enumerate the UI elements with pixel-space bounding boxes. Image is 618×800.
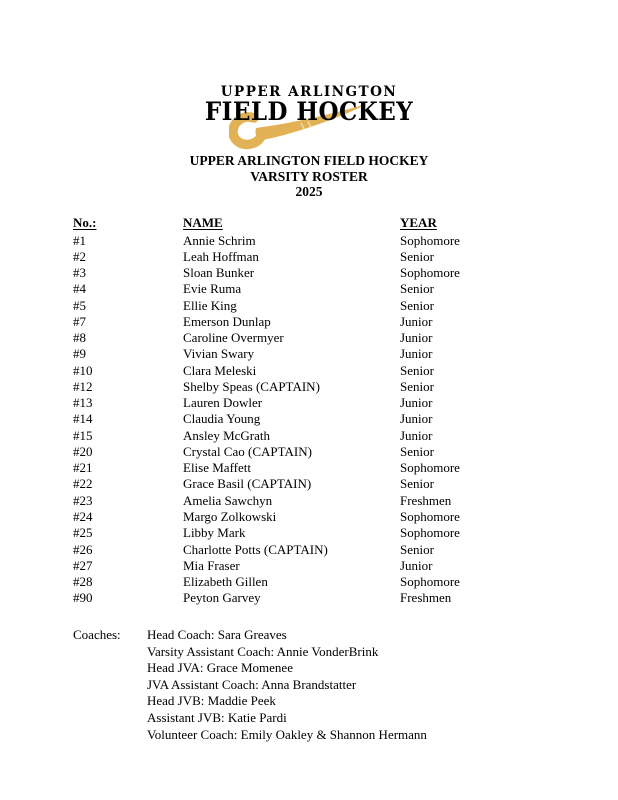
table-row — [0, 233, 618, 249]
player-year: Senior — [400, 248, 434, 264]
coach-line: Head JVA: Grace Momenee — [147, 660, 293, 676]
player-name: Grace Basil (CAPTAIN) — [183, 476, 312, 492]
title-line1: UPPER ARLINGTON FIELD HOCKEY — [189, 153, 429, 168]
roster-table — [0, 215, 618, 607]
player-name: Ansley McGrath — [183, 427, 271, 443]
player-year: Senior — [400, 378, 434, 394]
player-name: Charlotte Potts (CAPTAIN) — [183, 541, 328, 557]
player-year: Junior — [400, 411, 433, 427]
table-row — [0, 314, 618, 330]
table-row — [0, 395, 618, 411]
document-title — [0, 153, 618, 200]
player-name: Elizabeth Gillen — [183, 574, 268, 590]
player-name: Libby Mark — [183, 525, 246, 541]
table-row — [0, 460, 618, 476]
table-row — [0, 363, 618, 379]
player-name: Clara Meleski — [183, 362, 257, 378]
coach-line: JVA Assistant Coach: Anna Brandstatter — [147, 676, 357, 692]
player-name: Emerson Dunlap — [183, 313, 271, 329]
player-number: #4 — [73, 281, 86, 297]
coach-line: Assistant JVB: Katie Pardi — [147, 709, 287, 725]
player-year: Senior — [400, 362, 434, 378]
table-row — [0, 558, 618, 574]
player-year: Sophomore — [400, 525, 460, 541]
table-row — [0, 542, 618, 558]
coach-lines — [147, 627, 427, 743]
table-row — [0, 509, 618, 525]
player-year: Sophomore — [400, 232, 460, 248]
player-name: Shelby Speas (CAPTAIN) — [183, 378, 320, 394]
header-no: No.: — [73, 215, 97, 230]
player-number: #13 — [73, 395, 93, 411]
player-year: Sophomore — [400, 509, 460, 525]
logo-line2: FIELD HOCKEY — [204, 97, 414, 126]
header-year: YEAR — [400, 215, 437, 230]
table-row — [0, 249, 618, 265]
roster-rows — [0, 233, 618, 607]
table-row — [0, 493, 618, 509]
table-row — [0, 411, 618, 427]
table-row — [0, 379, 618, 395]
table-row — [0, 346, 618, 362]
player-number: #21 — [73, 460, 93, 476]
player-year: Junior — [400, 557, 433, 573]
player-year: Junior — [400, 427, 433, 443]
roster-header-row — [0, 215, 618, 233]
player-number: #12 — [73, 378, 93, 394]
player-year: Freshmen — [400, 590, 452, 606]
player-number: #20 — [73, 443, 93, 459]
player-number: #1 — [73, 232, 86, 248]
player-number: #10 — [73, 362, 93, 378]
player-year: Senior — [400, 281, 434, 297]
table-row — [0, 428, 618, 444]
player-number: #26 — [73, 541, 93, 557]
table-row — [0, 281, 618, 297]
player-name: Annie Schrim — [183, 232, 256, 248]
player-name: Crystal Cao (CAPTAIN) — [183, 443, 312, 459]
player-name: Sloan Bunker — [183, 265, 255, 281]
table-row — [0, 574, 618, 590]
player-year: Sophomore — [400, 460, 460, 476]
table-row — [0, 444, 618, 460]
player-number: #28 — [73, 574, 93, 590]
player-year: Senior — [400, 541, 434, 557]
player-year: Junior — [400, 313, 433, 329]
table-row — [0, 476, 618, 492]
table-row — [0, 265, 618, 281]
player-year: Senior — [400, 297, 434, 313]
player-number: #90 — [73, 590, 93, 606]
coach-line: Head Coach: Sara Greaves — [147, 627, 287, 642]
player-name: Claudia Young — [183, 411, 261, 427]
player-year: Senior — [400, 443, 434, 459]
player-number: #25 — [73, 525, 93, 541]
player-name: Peyton Garvey — [183, 590, 261, 606]
player-number: #8 — [73, 330, 86, 346]
player-number: #22 — [73, 476, 93, 492]
player-year: Sophomore — [400, 574, 460, 590]
player-number: #15 — [73, 427, 93, 443]
table-row — [0, 525, 618, 541]
player-number: #24 — [73, 509, 93, 525]
coach-line: Head JVB: Maddie Peek — [147, 693, 276, 709]
player-number: #23 — [73, 492, 93, 508]
player-name: Caroline Overmyer — [183, 330, 284, 346]
player-name: Elise Maffett — [183, 460, 251, 476]
player-name: Leah Hoffman — [183, 248, 259, 264]
player-name: Vivian Swary — [183, 346, 255, 362]
player-year: Junior — [400, 346, 433, 362]
team-logo — [0, 84, 618, 126]
player-number: #27 — [73, 557, 93, 573]
player-number: #9 — [73, 346, 86, 362]
header-name: NAME — [183, 215, 223, 230]
title-year: 2025 — [295, 184, 323, 199]
table-row — [0, 330, 618, 346]
player-year: Junior — [400, 330, 433, 346]
player-year: Junior — [400, 395, 433, 411]
table-row — [0, 590, 618, 606]
player-name: Mia Fraser — [183, 557, 240, 573]
player-name: Evie Ruma — [183, 281, 242, 297]
player-year: Sophomore — [400, 265, 460, 281]
player-year: Freshmen — [400, 492, 452, 508]
player-number: #7 — [73, 313, 86, 329]
player-name: Lauren Dowler — [183, 395, 263, 411]
table-row — [0, 298, 618, 314]
player-name: Ellie King — [183, 297, 237, 313]
player-year: Senior — [400, 476, 434, 492]
player-name: Amelia Sawchyn — [183, 492, 273, 508]
coach-line: Varsity Assistant Coach: Annie VonderBrink — [147, 643, 379, 659]
player-number: #5 — [73, 297, 86, 313]
coaches-label: Coaches: — [73, 627, 121, 642]
coach-line: Volunteer Coach: Emily Oakley & Shannon Hermann — [147, 726, 427, 742]
title-line2: VARSITY ROSTER — [250, 168, 368, 184]
logo-line1: UPPER ARLINGTON — [220, 84, 398, 100]
player-number: #14 — [73, 411, 93, 427]
player-name: Margo Zolkowski — [183, 509, 277, 525]
player-number: #2 — [73, 248, 86, 264]
player-number: #3 — [73, 265, 86, 281]
